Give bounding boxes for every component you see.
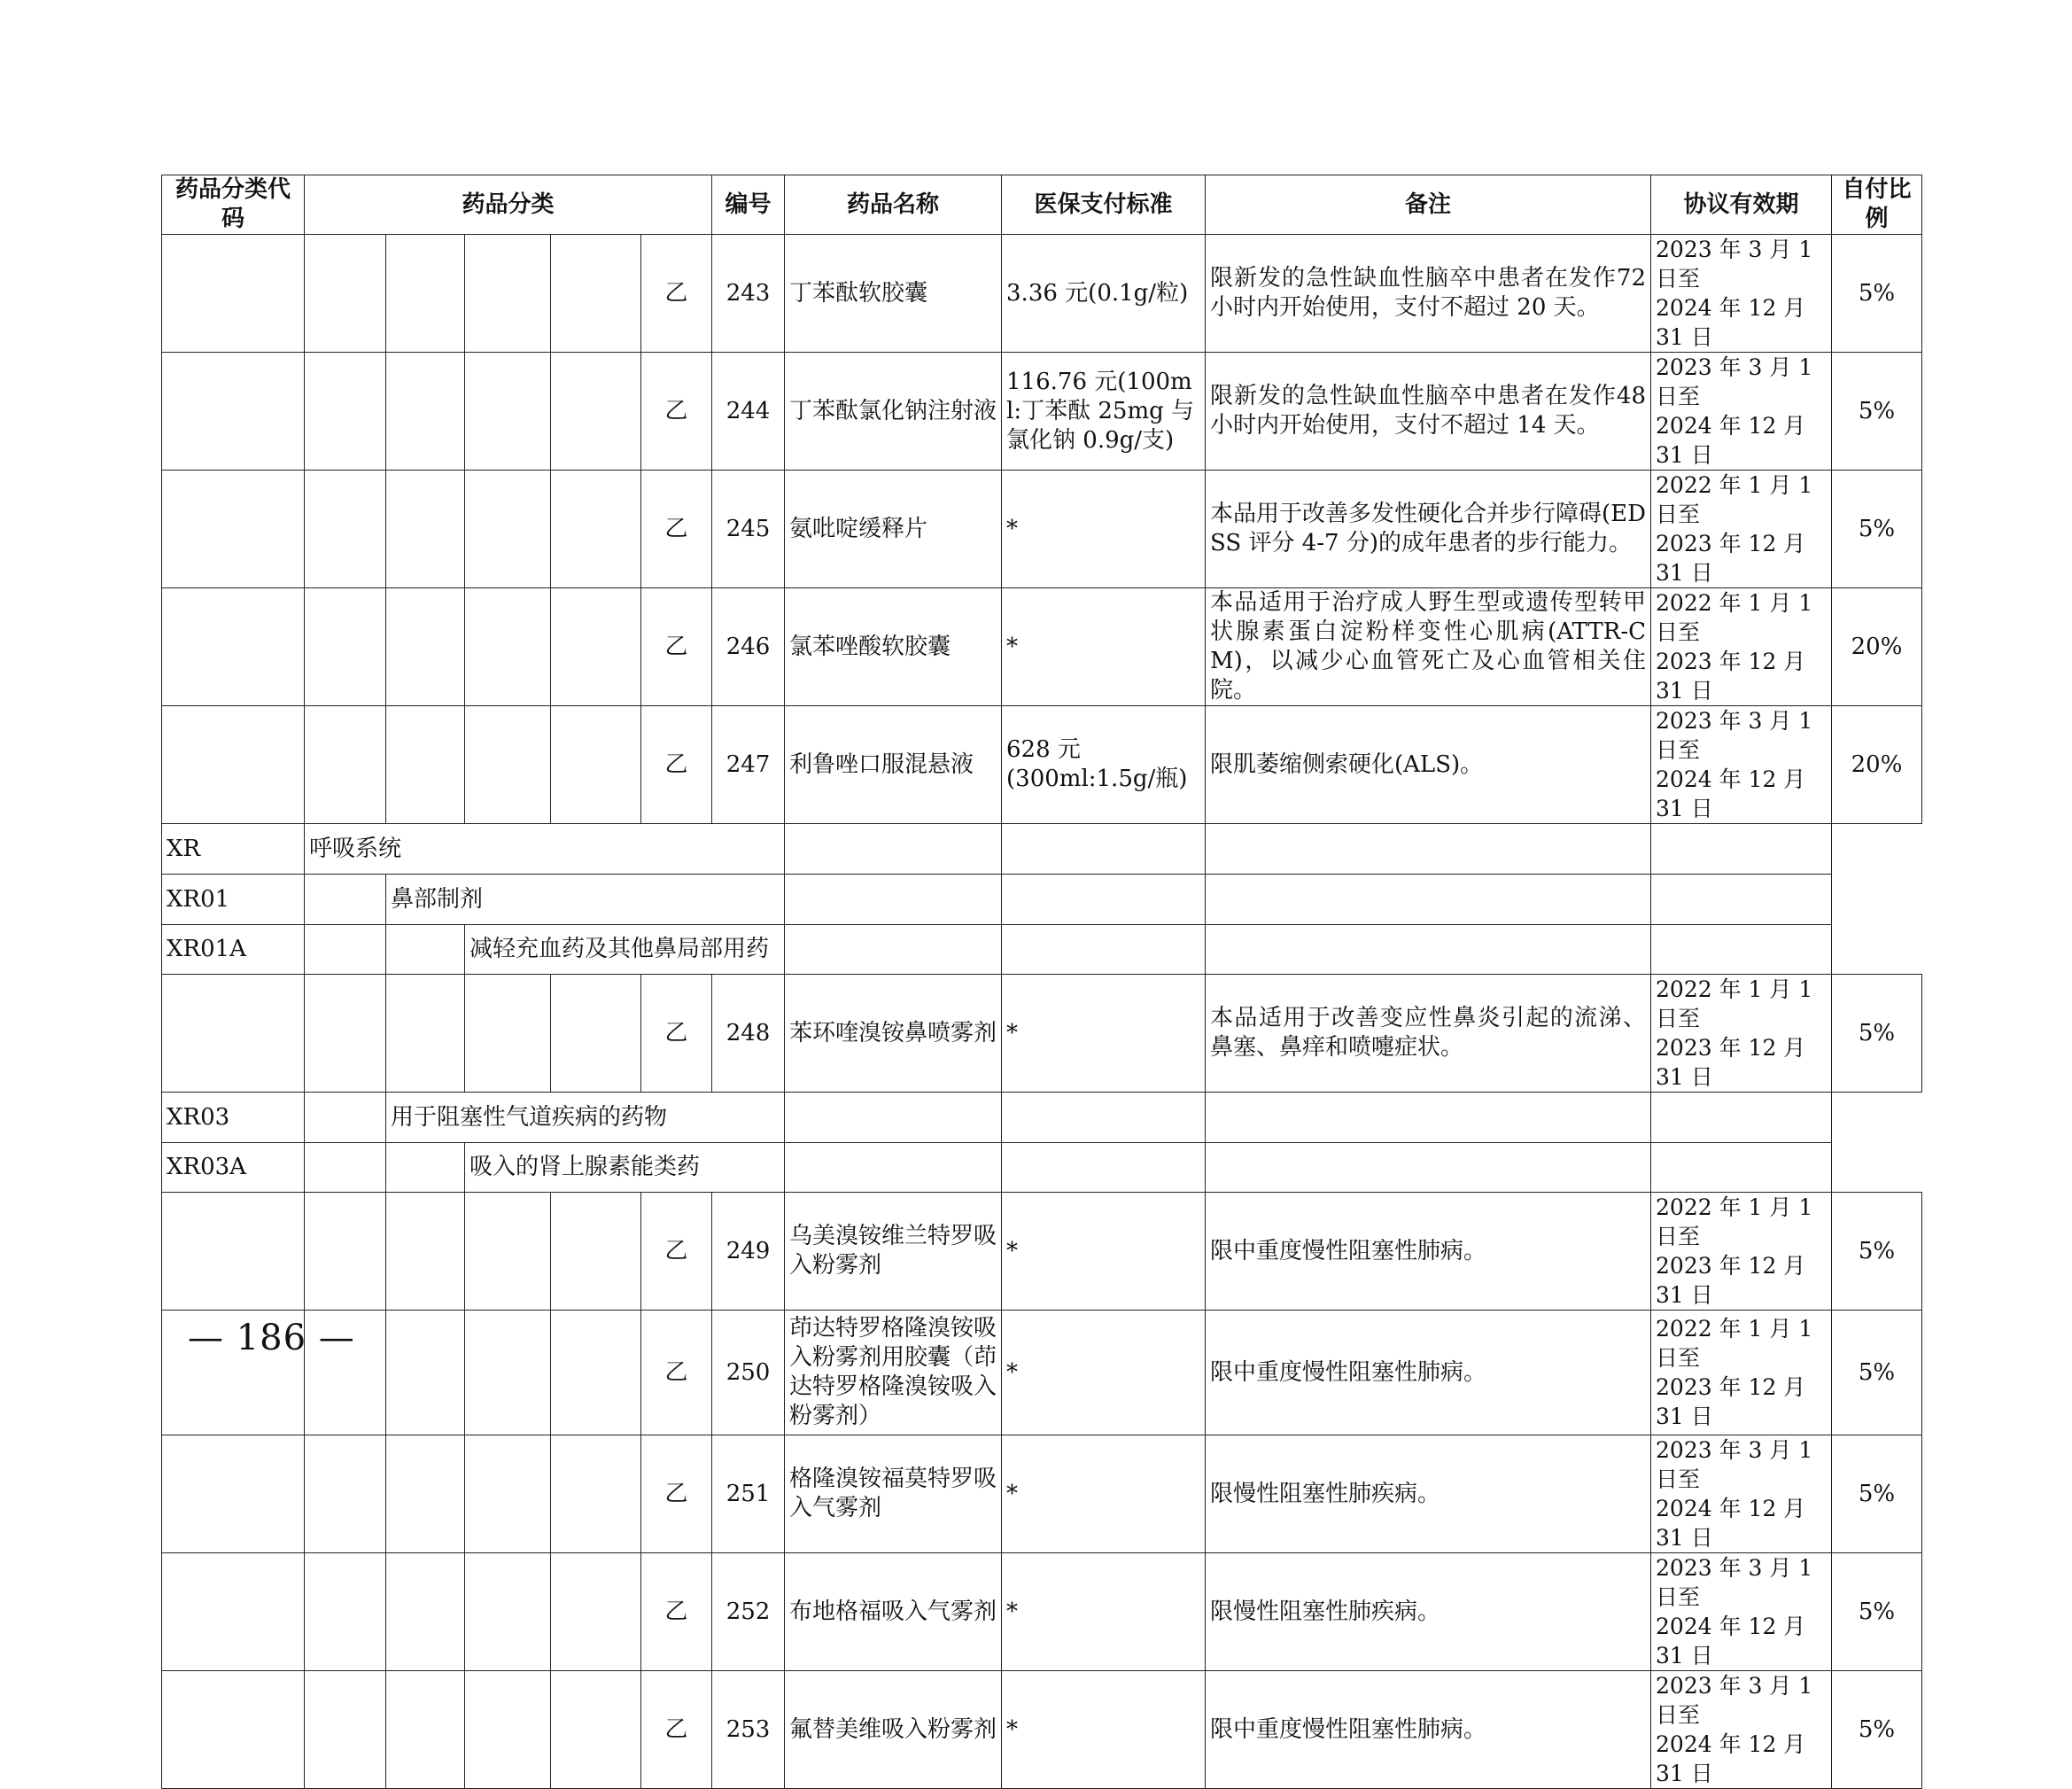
remarks-cell — [1002, 824, 1206, 875]
grade-cell: 乙 — [641, 1435, 712, 1553]
remarks-cell: 本品适用于改善变应性鼻炎引起的流涕、鼻塞、鼻痒和喷嚏症状。 — [1206, 975, 1651, 1093]
header-remarks: 备注 — [1206, 175, 1651, 235]
validity-period-cell: 2023 年 3 月 1 日至 2024 年 12 月 31 日 — [1651, 1553, 1832, 1671]
drug-row — [162, 1435, 1922, 1553]
category-level-cell — [305, 975, 386, 1093]
category-level-cell — [465, 471, 551, 588]
category-level-cell — [305, 875, 386, 925]
remarks-cell — [1002, 1143, 1206, 1193]
self-pay-ratio-cell — [1651, 824, 1832, 875]
category-level-cell — [305, 1671, 386, 1789]
header-row — [162, 175, 1922, 235]
category-row — [162, 875, 1922, 925]
payment-standard-cell: * — [1002, 1671, 1206, 1789]
category-level-cell — [386, 975, 465, 1093]
remarks-cell: 限新发的急性缺血性脑卒中患者在发作48 小时内开始使用，支付不超过 14 天。 — [1206, 353, 1651, 471]
self-pay-ratio-cell — [1651, 1143, 1832, 1193]
validity-period-cell: 2022 年 1 月 1 日至 2023 年 12 月 31 日 — [1651, 1311, 1832, 1435]
self-pay-ratio-cell: 20% — [1832, 706, 1922, 824]
payment-standard-cell — [785, 925, 1002, 975]
drug-row — [162, 588, 1922, 706]
drug-name-cell: 氯苯唑酸软胶囊 — [785, 588, 1002, 706]
drug-row — [162, 1671, 1922, 1789]
grade-cell: 乙 — [641, 588, 712, 706]
validity-period-cell — [1206, 875, 1651, 925]
self-pay-ratio-cell: 5% — [1832, 975, 1922, 1093]
validity-period-cell — [1206, 824, 1651, 875]
drug-list-table — [161, 175, 1922, 1789]
remarks-cell: 限中重度慢性阻塞性肺病。 — [1206, 1311, 1651, 1435]
validity-period-cell: 2022 年 1 月 1 日至 2023 年 12 月 31 日 — [1651, 1193, 1832, 1311]
remarks-cell: 本品适用于治疗成人野生型或遗传型转甲状腺素蛋白淀粉样变性心肌病(ATTR-CM)，以减少心血管死亡及心血管相关住院。 — [1206, 588, 1651, 706]
number-cell: 249 — [712, 1193, 785, 1311]
validity-period-cell — [1206, 1093, 1651, 1143]
grade-cell: 乙 — [641, 353, 712, 471]
drug-name-cell: 丁苯酞软胶囊 — [785, 235, 1002, 353]
self-pay-ratio-cell — [1651, 925, 1832, 975]
category-level-cell — [305, 706, 386, 824]
drug-row — [162, 1311, 1922, 1435]
header-ratio: 自付比例 — [1832, 175, 1922, 235]
category-level-cell — [386, 471, 465, 588]
category-level-cell — [305, 471, 386, 588]
category-level-cell — [386, 1143, 465, 1193]
number-cell: 243 — [712, 235, 785, 353]
code-cell — [162, 353, 305, 471]
payment-standard-cell: * — [1002, 1435, 1206, 1553]
category-level-cell — [386, 1311, 465, 1435]
remarks-cell — [1002, 875, 1206, 925]
category-level-cell — [386, 1193, 465, 1311]
payment-standard-cell: * — [1002, 975, 1206, 1093]
category-level-cell — [465, 1553, 551, 1671]
number-cell: 250 — [712, 1311, 785, 1435]
payment-standard-cell: * — [1002, 1311, 1206, 1435]
category-level-cell — [465, 1435, 551, 1553]
category-row — [162, 925, 1922, 975]
grade-cell: 乙 — [641, 975, 712, 1093]
header-code: 药品分类代码 — [162, 175, 305, 235]
code-cell — [162, 1435, 305, 1553]
payment-standard-cell: 628 元 (300ml:1.5g/瓶) — [1002, 706, 1206, 824]
drug-name-cell: 格隆溴铵福莫特罗吸入气雾剂 — [785, 1435, 1002, 1553]
category-level-cell — [551, 353, 641, 471]
drug-row — [162, 235, 1922, 353]
number-cell: 248 — [712, 975, 785, 1093]
self-pay-ratio-cell: 20% — [1832, 588, 1922, 706]
category-level-cell — [465, 975, 551, 1093]
category-label-cell: 吸入的肾上腺素能类药 — [465, 1143, 785, 1193]
category-code-cell: XR — [162, 824, 305, 875]
code-cell — [162, 706, 305, 824]
payment-standard-cell — [785, 1143, 1002, 1193]
header-category: 药品分类 — [305, 175, 712, 235]
category-level-cell — [465, 706, 551, 824]
payment-standard-cell: * — [1002, 588, 1206, 706]
number-cell: 251 — [712, 1435, 785, 1553]
validity-period-cell — [1206, 925, 1651, 975]
drug-row — [162, 1193, 1922, 1311]
category-level-cell — [305, 1435, 386, 1553]
category-level-cell — [551, 1193, 641, 1311]
self-pay-ratio-cell: 5% — [1832, 1671, 1922, 1789]
self-pay-ratio-cell: 5% — [1832, 1435, 1922, 1553]
validity-period-cell: 2022 年 1 月 1 日至 2023 年 12 月 31 日 — [1651, 471, 1832, 588]
category-code-cell: XR01 — [162, 875, 305, 925]
code-cell — [162, 235, 305, 353]
header-name: 药品名称 — [785, 175, 1002, 235]
remarks-cell — [1002, 1093, 1206, 1143]
category-level-cell — [386, 588, 465, 706]
payment-standard-cell: * — [1002, 1193, 1206, 1311]
validity-period-cell: 2022 年 1 月 1 日至 2023 年 12 月 31 日 — [1651, 588, 1832, 706]
number-cell: 246 — [712, 588, 785, 706]
remarks-cell — [1002, 925, 1206, 975]
drug-row — [162, 975, 1922, 1093]
number-cell: 253 — [712, 1671, 785, 1789]
grade-cell: 乙 — [641, 1671, 712, 1789]
header-period: 协议有效期 — [1651, 175, 1832, 235]
category-code-cell: XR03A — [162, 1143, 305, 1193]
category-level-cell — [386, 706, 465, 824]
category-level-cell — [551, 1435, 641, 1553]
grade-cell: 乙 — [641, 706, 712, 824]
payment-standard-cell: * — [1002, 471, 1206, 588]
category-level-cell — [465, 235, 551, 353]
payment-standard-cell: * — [1002, 1553, 1206, 1671]
category-level-cell — [551, 471, 641, 588]
drug-name-cell: 乌美溴铵维兰特罗吸入粉雾剂 — [785, 1193, 1002, 1311]
validity-period-cell: 2023 年 3 月 1 日至 2024 年 12 月 31 日 — [1651, 1671, 1832, 1789]
category-level-cell — [305, 1193, 386, 1311]
remarks-cell: 本品用于改善多发性硬化合并步行障碍(EDSS 评分 4-7 分)的成年患者的步行能力。 — [1206, 471, 1651, 588]
validity-period-cell — [1206, 1143, 1651, 1193]
grade-cell: 乙 — [641, 1553, 712, 1671]
category-level-cell — [305, 925, 386, 975]
category-level-cell — [386, 1553, 465, 1671]
drug-name-cell: 布地格福吸入气雾剂 — [785, 1553, 1002, 1671]
self-pay-ratio-cell: 5% — [1832, 1553, 1922, 1671]
category-level-cell — [305, 1553, 386, 1671]
category-level-cell — [551, 1553, 641, 1671]
drug-row — [162, 1553, 1922, 1671]
category-level-cell — [465, 1311, 551, 1435]
code-cell — [162, 1553, 305, 1671]
drug-name-cell: 丁苯酞氯化钠注射液 — [785, 353, 1002, 471]
code-cell — [162, 588, 305, 706]
payment-standard-cell: 3.36 元(0.1g/粒) — [1002, 235, 1206, 353]
category-level-cell — [386, 235, 465, 353]
grade-cell: 乙 — [641, 1193, 712, 1311]
validity-period-cell: 2022 年 1 月 1 日至 2023 年 12 月 31 日 — [1651, 975, 1832, 1093]
remarks-cell: 限慢性阻塞性肺疾病。 — [1206, 1553, 1651, 1671]
category-label-cell: 减轻充血药及其他鼻局部用药 — [465, 925, 785, 975]
validity-period-cell: 2023 年 3 月 1 日至 2024 年 12 月 31 日 — [1651, 706, 1832, 824]
category-level-cell — [465, 1193, 551, 1311]
drug-row — [162, 353, 1922, 471]
category-code-cell: XR03 — [162, 1093, 305, 1143]
category-level-cell — [305, 235, 386, 353]
category-level-cell — [465, 588, 551, 706]
code-cell — [162, 1671, 305, 1789]
category-level-cell — [551, 588, 641, 706]
category-level-cell — [386, 353, 465, 471]
remarks-cell: 限新发的急性缺血性脑卒中患者在发作72 小时内开始使用，支付不超过 20 天。 — [1206, 235, 1651, 353]
category-label-cell: 鼻部制剂 — [386, 875, 785, 925]
category-level-cell — [386, 925, 465, 975]
drug-name-cell: 利鲁唑口服混悬液 — [785, 706, 1002, 824]
drug-row — [162, 471, 1922, 588]
code-cell — [162, 975, 305, 1093]
category-row — [162, 824, 1922, 875]
category-level-cell — [551, 235, 641, 353]
category-row — [162, 1093, 1922, 1143]
validity-period-cell: 2023 年 3 月 1 日至 2024 年 12 月 31 日 — [1651, 235, 1832, 353]
self-pay-ratio-cell: 5% — [1832, 1311, 1922, 1435]
payment-standard-cell: 116.76 元(100ml:丁苯酞 25mg 与氯化钠 0.9g/支) — [1002, 353, 1206, 471]
remarks-cell: 限肌萎缩侧索硬化(ALS)。 — [1206, 706, 1651, 824]
category-level-cell — [465, 353, 551, 471]
remarks-cell: 限中重度慢性阻塞性肺病。 — [1206, 1671, 1651, 1789]
page-number: — 186 — — [188, 1318, 355, 1358]
drug-name-cell: 茚达特罗格隆溴铵吸入粉雾剂用胶囊（茚达特罗格隆溴铵吸入粉雾剂） — [785, 1311, 1002, 1435]
category-level-cell — [305, 1143, 386, 1193]
number-cell: 247 — [712, 706, 785, 824]
category-level-cell — [465, 1671, 551, 1789]
remarks-cell: 限中重度慢性阻塞性肺病。 — [1206, 1193, 1651, 1311]
drug-name-cell: 氨吡啶缓释片 — [785, 471, 1002, 588]
payment-standard-cell — [785, 875, 1002, 925]
drug-name-cell: 氟替美维吸入粉雾剂 — [785, 1671, 1002, 1789]
category-level-cell — [551, 975, 641, 1093]
self-pay-ratio-cell — [1651, 875, 1832, 925]
drug-name-cell: 苯环喹溴铵鼻喷雾剂 — [785, 975, 1002, 1093]
validity-period-cell: 2023 年 3 月 1 日至 2024 年 12 月 31 日 — [1651, 1435, 1832, 1553]
grade-cell: 乙 — [641, 1311, 712, 1435]
number-cell: 244 — [712, 353, 785, 471]
number-cell: 245 — [712, 471, 785, 588]
category-label-cell: 用于阻塞性气道疾病的药物 — [386, 1093, 785, 1143]
category-level-cell — [305, 588, 386, 706]
number-cell: 252 — [712, 1553, 785, 1671]
category-level-cell — [386, 1435, 465, 1553]
category-label-cell: 呼吸系统 — [305, 824, 785, 875]
self-pay-ratio-cell: 5% — [1832, 353, 1922, 471]
remarks-cell: 限慢性阻塞性肺疾病。 — [1206, 1435, 1651, 1553]
grade-cell: 乙 — [641, 471, 712, 588]
code-cell — [162, 471, 305, 588]
category-level-cell — [305, 1093, 386, 1143]
table-body — [162, 235, 1922, 1789]
category-level-cell — [305, 353, 386, 471]
payment-standard-cell — [785, 1093, 1002, 1143]
header-standard: 医保支付标准 — [1002, 175, 1206, 235]
validity-period-cell: 2023 年 3 月 1 日至 2024 年 12 月 31 日 — [1651, 353, 1832, 471]
self-pay-ratio-cell: 5% — [1832, 471, 1922, 588]
self-pay-ratio-cell — [1651, 1093, 1832, 1143]
category-level-cell — [551, 1311, 641, 1435]
category-row — [162, 1143, 1922, 1193]
drug-row — [162, 706, 1922, 824]
header-number: 编号 — [712, 175, 785, 235]
self-pay-ratio-cell: 5% — [1832, 1193, 1922, 1311]
grade-cell: 乙 — [641, 235, 712, 353]
self-pay-ratio-cell: 5% — [1832, 235, 1922, 353]
category-code-cell: XR01A — [162, 925, 305, 975]
payment-standard-cell — [785, 824, 1002, 875]
code-cell — [162, 1193, 305, 1311]
category-level-cell — [551, 1671, 641, 1789]
category-level-cell — [386, 1671, 465, 1789]
category-level-cell — [551, 706, 641, 824]
